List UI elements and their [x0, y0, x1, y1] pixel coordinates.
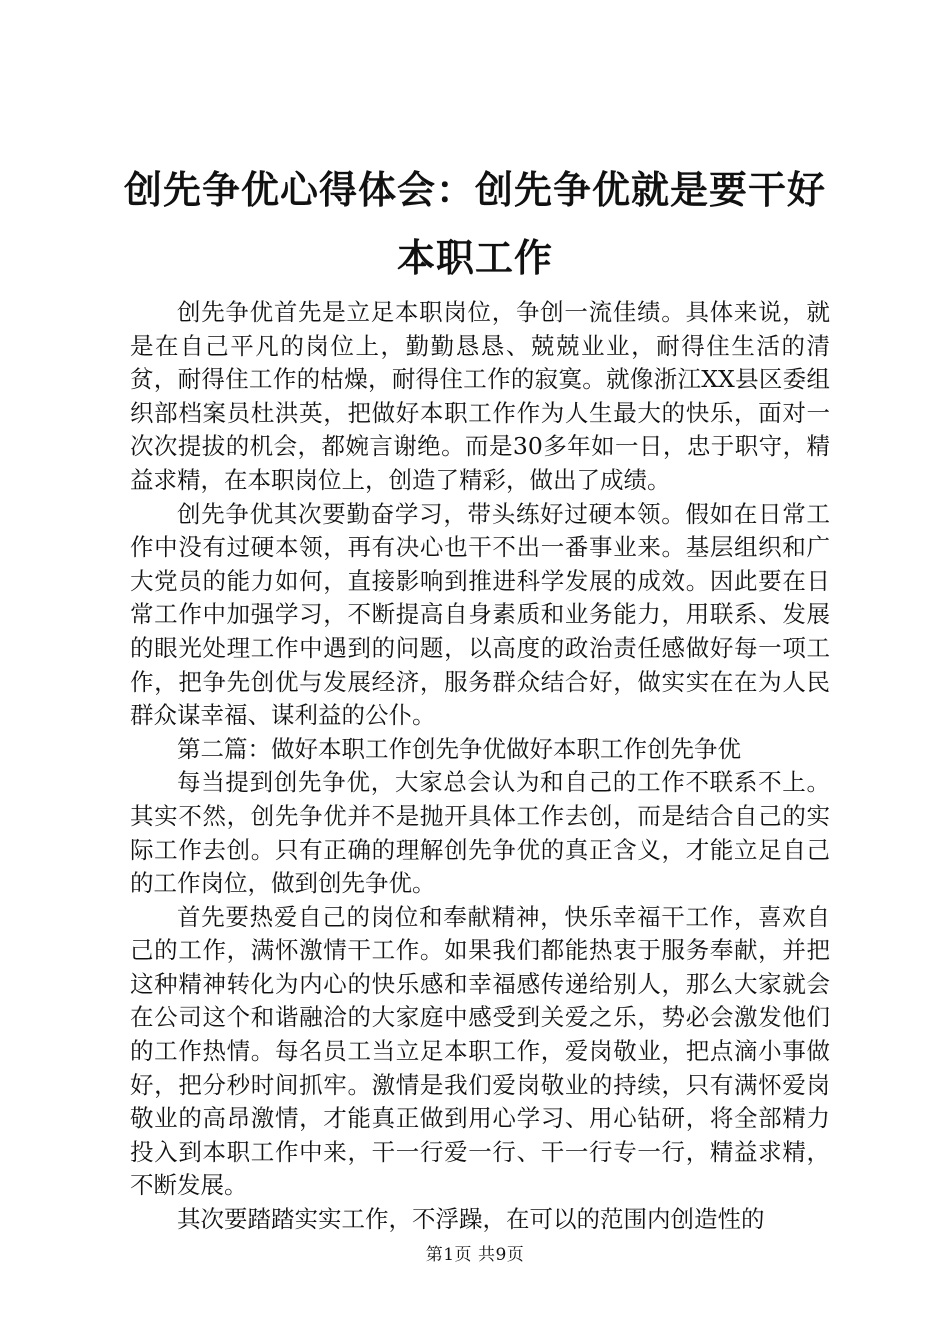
section-heading: 第二篇：做好本职工作创先争优做好本职工作创先争优: [177, 734, 741, 763]
paragraph: 每当提到创先争优，大家总会认为和自己的工作不联系不上。其实不然，创先争优并不是抛开具体工作去创，而是结合自己的实际工作去创。只有正确的理解创先争优的真正含义，才能立足自己的工作岗位，做到创先争优。: [130, 768, 830, 898]
paragraph: 创先争优首先是立足本职岗位，争创一流佳绩。具体来说，就是在自己平凡的岗位上，勤勤恳恳、兢兢业业，耐得住生活的清贫，耐得住工作的枯燥，耐得住工作的寂寞。就像浙江XX县区委组织部档案员杜洪英，把做好本职工作作为人生最大的快乐，面对一次次提拔的机会，都婉言谢绝。而是30多年如一日，忠于职守，精益求精，在本职岗位上，创造了精彩，做出了成绩。: [130, 298, 830, 494]
paragraph: 其次要踏踏实实工作，不浮躁，在可以的范围内创造性的: [177, 1205, 765, 1234]
document-title: 创先争优心得体会：创先争优就是要干好本职工作: [123, 167, 826, 280]
page-footer: 第1页 共9页: [425, 1245, 525, 1265]
document-body: [130, 296, 830, 1237]
paragraph: 创先争优其次要勤奋学习，带头练好过硬本领。假如在日常工作中没有过硬本领，再有决心也干不出一番事业来。基层组织和广大党员的能力如何，直接影响到推进科学发展的成效。因此要在日常工作中加强学习，不断提高自身素质和业务能力，用联系、发展的眼光处理工作中遇到的问题，以高度的政治责任感做好每一项工作，把争先创优与发展经济，服务群众结合好，做实实在在为人民群众谋幸福、谋利益的公仆。: [130, 499, 830, 730]
paragraph: 首先要热爱自己的岗位和奉献精神，快乐幸福干工作，喜欢自己的工作，满怀激情干工作。如果我们都能热衷于服务奉献，并把这种精神转化为内心的快乐感和幸福感传递给别人，那么大家就会在公司这个和谐融洽的大家庭中感受到关爱之乐，势必会激发他们的工作热情。每名员工当立足本职工作，爱岗敬业，把点滴小事做好，把分秒时间抓牢。激情是我们爱岗敬业的持续，只有满怀爱岗敬业的高昂激情，才能真正做到用心学习、用心钻研，将全部精力投入到本职工作中来，干一行爱一行、干一行专一行，精益求精，不断发展。: [130, 902, 830, 1200]
